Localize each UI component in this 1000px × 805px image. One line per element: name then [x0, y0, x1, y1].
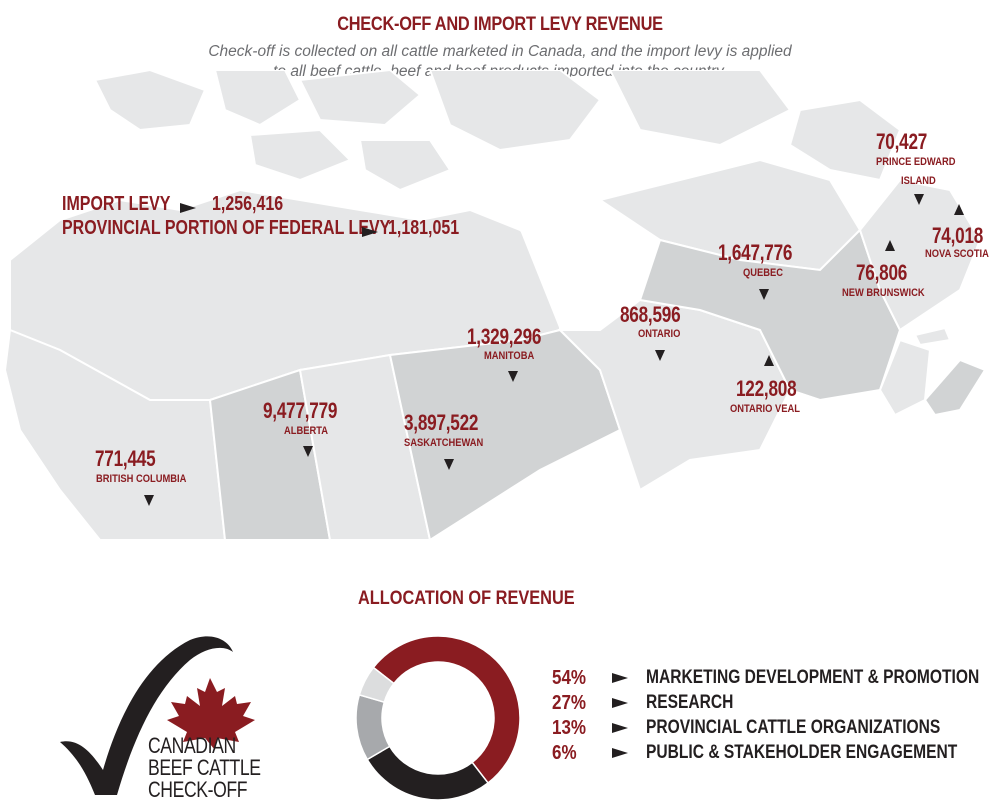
province-ns — [925, 360, 985, 415]
pei-value: 70,427 — [876, 129, 928, 154]
import-levy-value: 1,256,416 — [212, 193, 284, 215]
legend-pct: 13% — [552, 717, 587, 739]
arctic-island — [610, 70, 790, 145]
pei-label-line1: PRINCE EDWARD — [876, 156, 956, 168]
provincial-portion-value: 1,181,051 — [388, 217, 460, 239]
nb-value: 76,806 — [856, 260, 908, 285]
ns-pointer — [954, 204, 964, 215]
ns-label: NOVA SCOTIA — [925, 248, 989, 260]
sk-pointer — [444, 459, 454, 470]
pei-label-line2: ISLAND — [901, 175, 936, 187]
pei-pointer — [914, 194, 924, 205]
on-veal-label: ONTARIO VEAL — [730, 403, 800, 415]
on-veal-pointer — [764, 355, 774, 366]
logo-text-line-3: CHECK-OFF — [148, 777, 248, 802]
arctic-island — [250, 130, 350, 180]
ab-value: 9,477,779 — [263, 398, 338, 423]
qc-pointer — [759, 289, 769, 300]
legend-pct: 54% — [552, 667, 587, 689]
arctic-island — [95, 70, 205, 130]
donut-slice-2 — [356, 695, 390, 760]
bc-pointer — [144, 495, 154, 506]
nb-label: NEW BRUNSWICK — [842, 287, 925, 299]
arctic-island — [360, 140, 450, 190]
legend-label: PUBLIC & STAKEHOLDER ENGAGEMENT — [646, 742, 958, 763]
ab-pointer — [303, 446, 313, 457]
legend-arrow-icon — [612, 673, 628, 683]
ab-label: ALBERTA — [284, 425, 328, 437]
on-label: ONTARIO — [638, 328, 681, 340]
bc-value: 771,445 — [95, 446, 156, 471]
donut-slice-1 — [367, 746, 488, 800]
allocation-title: ALLOCATION OF REVENUE — [358, 588, 575, 609]
mb-pointer — [508, 371, 518, 382]
logo-text-line-2: BEEF CATTLE — [148, 755, 261, 780]
legend-pct: 27% — [552, 692, 587, 714]
nb-pointer — [885, 240, 895, 251]
provincial-portion-label: PROVINCIAL PORTION OF FEDERAL LEVY — [62, 217, 391, 239]
legend-arrow-icon — [612, 698, 628, 708]
infographic-title: CHECK-OFF AND IMPORT LEVY REVENUE — [337, 14, 663, 35]
subtitle-line-2: all beef cattle, beef imported — [290, 63, 614, 80]
legend-arrow-icon — [612, 723, 628, 733]
logo-text-line-1: CANADIAN — [148, 733, 236, 758]
ns-value: 74,018 — [932, 223, 984, 248]
import-levy-arrow — [180, 203, 196, 213]
on-pointer — [655, 350, 665, 361]
sk-value: 3,897,522 — [404, 410, 479, 435]
provincial-portion-arrow — [362, 227, 378, 237]
province-pei — [915, 328, 950, 345]
mb-label: MANITOBA — [484, 350, 535, 362]
mb-value: 1,329,296 — [467, 324, 542, 349]
allocation-donut-chart — [353, 633, 523, 803]
subtitle-line-1: Check-off is collected on all cattle marketed in Canada, and the import levy is applied — [208, 43, 792, 60]
legend-arrow-icon — [612, 748, 628, 758]
arctic-island — [215, 70, 300, 125]
legend-pct: 6% — [552, 742, 577, 764]
qc-value: 1,647,776 — [718, 240, 793, 265]
legend-label: MARKETING DEVELOPMENT & PROMOTION — [646, 667, 980, 688]
arctic-island — [300, 70, 420, 125]
bc-label: BRITISH COLUMBIA — [96, 473, 187, 485]
legend-label: PROVINCIAL CATTLE ORGANIZATIONS — [646, 717, 941, 738]
qc-label: QUEBEC — [743, 267, 784, 279]
sk-label: SASKATCHEWAN — [404, 437, 484, 449]
on-veal-value: 122,808 — [736, 376, 797, 401]
arctic-island — [430, 70, 600, 150]
on-value: 868,596 — [620, 302, 681, 327]
legend-label: RESEARCH — [646, 692, 734, 713]
import-levy-label: IMPORT LEVY — [62, 193, 171, 215]
